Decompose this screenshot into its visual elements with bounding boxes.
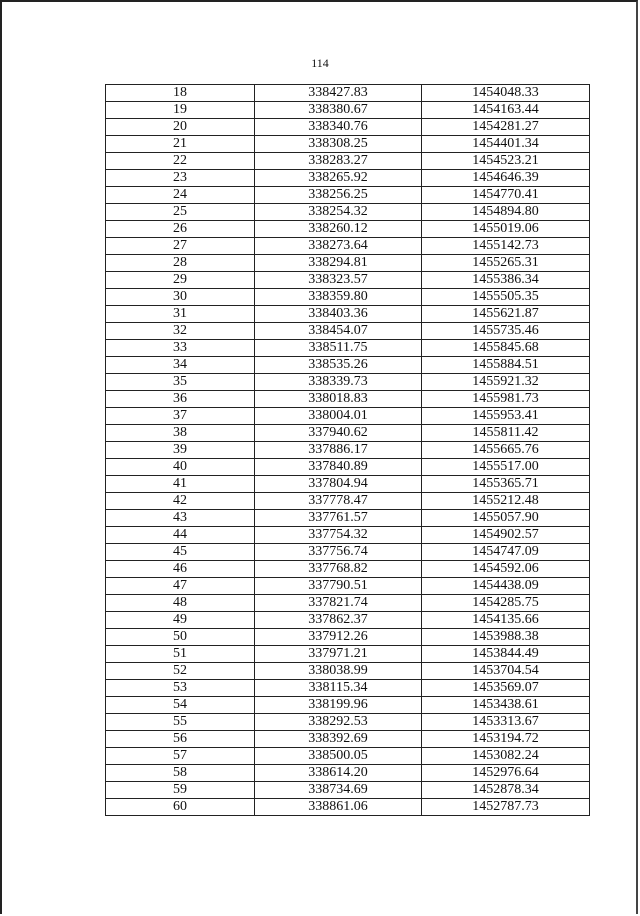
table-row (106, 731, 590, 748)
point-number-cell: 52 (106, 663, 255, 680)
table-row (106, 408, 590, 425)
point-number-cell: 25 (106, 204, 255, 221)
x-coordinate-cell: 337804.94 (255, 476, 422, 493)
y-coordinate-cell: 1453988.38 (422, 629, 590, 646)
point-number-cell: 57 (106, 748, 255, 765)
table-row (106, 578, 590, 595)
y-coordinate-cell: 1453438.61 (422, 697, 590, 714)
y-coordinate-cell: 1455365.71 (422, 476, 590, 493)
table-row (106, 289, 590, 306)
y-coordinate-cell: 1454401.34 (422, 136, 590, 153)
point-number-cell: 59 (106, 782, 255, 799)
x-coordinate-cell: 337940.62 (255, 425, 422, 442)
y-coordinate-cell: 1455981.73 (422, 391, 590, 408)
point-number-cell: 50 (106, 629, 255, 646)
x-coordinate-cell: 337778.47 (255, 493, 422, 510)
x-coordinate-cell: 338018.83 (255, 391, 422, 408)
x-coordinate-cell: 337754.32 (255, 527, 422, 544)
x-coordinate-cell: 338292.53 (255, 714, 422, 731)
table-row (106, 85, 590, 102)
point-number-cell: 46 (106, 561, 255, 578)
table-row (106, 238, 590, 255)
y-coordinate-cell: 1454048.33 (422, 85, 590, 102)
y-coordinate-cell: 1453194.72 (422, 731, 590, 748)
point-number-cell: 33 (106, 340, 255, 357)
point-number-cell: 30 (106, 289, 255, 306)
table-row (106, 544, 590, 561)
x-coordinate-cell: 338511.75 (255, 340, 422, 357)
point-number-cell: 38 (106, 425, 255, 442)
table-row (106, 204, 590, 221)
x-coordinate-cell: 338323.57 (255, 272, 422, 289)
y-coordinate-cell: 1453704.54 (422, 663, 590, 680)
y-coordinate-cell: 1455505.35 (422, 289, 590, 306)
point-number-cell: 43 (106, 510, 255, 527)
table-row (106, 476, 590, 493)
point-number-cell: 55 (106, 714, 255, 731)
table-row (106, 255, 590, 272)
y-coordinate-cell: 1454523.21 (422, 153, 590, 170)
y-coordinate-cell: 1455811.42 (422, 425, 590, 442)
y-coordinate-cell: 1455517.00 (422, 459, 590, 476)
table-row (106, 357, 590, 374)
y-coordinate-cell: 1454592.06 (422, 561, 590, 578)
point-number-cell: 32 (106, 323, 255, 340)
table-row (106, 561, 590, 578)
table-row (106, 595, 590, 612)
x-coordinate-cell: 337761.57 (255, 510, 422, 527)
point-number-cell: 28 (106, 255, 255, 272)
point-number-cell: 18 (106, 85, 255, 102)
table-row (106, 374, 590, 391)
point-number-cell: 49 (106, 612, 255, 629)
x-coordinate-cell: 337756.74 (255, 544, 422, 561)
x-coordinate-cell: 337790.51 (255, 578, 422, 595)
y-coordinate-cell: 1455386.34 (422, 272, 590, 289)
table-row (106, 714, 590, 731)
x-coordinate-cell: 338427.83 (255, 85, 422, 102)
y-coordinate-cell: 1452976.64 (422, 765, 590, 782)
x-coordinate-cell: 338260.12 (255, 221, 422, 238)
point-number-cell: 56 (106, 731, 255, 748)
point-number-cell: 36 (106, 391, 255, 408)
x-coordinate-cell: 338380.67 (255, 102, 422, 119)
point-number-cell: 24 (106, 187, 255, 204)
table-row (106, 612, 590, 629)
point-number-cell: 54 (106, 697, 255, 714)
x-coordinate-cell: 338535.26 (255, 357, 422, 374)
x-coordinate-cell: 338339.73 (255, 374, 422, 391)
x-coordinate-cell: 337862.37 (255, 612, 422, 629)
point-number-cell: 19 (106, 102, 255, 119)
point-number-cell: 60 (106, 799, 255, 816)
point-number-cell: 51 (106, 646, 255, 663)
y-coordinate-cell: 1455057.90 (422, 510, 590, 527)
page-number: 114 (311, 56, 329, 70)
point-number-cell: 39 (106, 442, 255, 459)
x-coordinate-cell: 338359.80 (255, 289, 422, 306)
table-row (106, 527, 590, 544)
y-coordinate-cell: 1455212.48 (422, 493, 590, 510)
table-row (106, 119, 590, 136)
table-row (106, 425, 590, 442)
point-number-cell: 48 (106, 595, 255, 612)
y-coordinate-cell: 1454135.66 (422, 612, 590, 629)
point-number-cell: 23 (106, 170, 255, 187)
y-coordinate-cell: 1452878.34 (422, 782, 590, 799)
coordinates-table-body (106, 85, 590, 816)
point-number-cell: 40 (106, 459, 255, 476)
point-number-cell: 26 (106, 221, 255, 238)
x-coordinate-cell: 337886.17 (255, 442, 422, 459)
x-coordinate-cell: 338340.76 (255, 119, 422, 136)
point-number-cell: 44 (106, 527, 255, 544)
y-coordinate-cell: 1455735.46 (422, 323, 590, 340)
x-coordinate-cell: 338500.05 (255, 748, 422, 765)
y-coordinate-cell: 1454285.75 (422, 595, 590, 612)
point-number-cell: 42 (106, 493, 255, 510)
x-coordinate-cell: 338273.64 (255, 238, 422, 255)
x-coordinate-cell: 338004.01 (255, 408, 422, 425)
table-row (106, 493, 590, 510)
table-row (106, 510, 590, 527)
table-row (106, 153, 590, 170)
x-coordinate-cell: 338265.92 (255, 170, 422, 187)
y-coordinate-cell: 1453082.24 (422, 748, 590, 765)
point-number-cell: 45 (106, 544, 255, 561)
x-coordinate-cell: 338403.36 (255, 306, 422, 323)
y-coordinate-cell: 1455621.87 (422, 306, 590, 323)
y-coordinate-cell: 1454646.39 (422, 170, 590, 187)
x-coordinate-cell: 338254.32 (255, 204, 422, 221)
point-number-cell: 47 (106, 578, 255, 595)
y-coordinate-cell: 1455884.51 (422, 357, 590, 374)
point-number-cell: 20 (106, 119, 255, 136)
table-row (106, 442, 590, 459)
point-number-cell: 41 (106, 476, 255, 493)
y-coordinate-cell: 1454894.80 (422, 204, 590, 221)
x-coordinate-cell: 338038.99 (255, 663, 422, 680)
point-number-cell: 53 (106, 680, 255, 697)
y-coordinate-cell: 1455019.06 (422, 221, 590, 238)
point-number-cell: 31 (106, 306, 255, 323)
x-coordinate-cell: 337840.89 (255, 459, 422, 476)
y-coordinate-cell: 1455921.32 (422, 374, 590, 391)
table-row (106, 102, 590, 119)
point-number-cell: 34 (106, 357, 255, 374)
y-coordinate-cell: 1454747.09 (422, 544, 590, 561)
x-coordinate-cell: 338614.20 (255, 765, 422, 782)
y-coordinate-cell: 1454163.44 (422, 102, 590, 119)
table-row (106, 663, 590, 680)
table-row (106, 136, 590, 153)
table-row (106, 187, 590, 204)
table-row (106, 646, 590, 663)
x-coordinate-cell: 338392.69 (255, 731, 422, 748)
table-row (106, 221, 590, 238)
y-coordinate-cell: 1455845.68 (422, 340, 590, 357)
point-number-cell: 21 (106, 136, 255, 153)
y-coordinate-cell: 1454902.57 (422, 527, 590, 544)
table-row (106, 306, 590, 323)
x-coordinate-cell: 338308.25 (255, 136, 422, 153)
y-coordinate-cell: 1454438.09 (422, 578, 590, 595)
x-coordinate-cell: 337768.82 (255, 561, 422, 578)
y-coordinate-cell: 1455142.73 (422, 238, 590, 255)
table-row (106, 391, 590, 408)
y-coordinate-cell: 1453313.67 (422, 714, 590, 731)
y-coordinate-cell: 1453844.49 (422, 646, 590, 663)
x-coordinate-cell: 338454.07 (255, 323, 422, 340)
table-row (106, 748, 590, 765)
y-coordinate-cell: 1455953.41 (422, 408, 590, 425)
point-number-cell: 27 (106, 238, 255, 255)
x-coordinate-cell: 337912.26 (255, 629, 422, 646)
y-coordinate-cell: 1454281.27 (422, 119, 590, 136)
x-coordinate-cell: 338734.69 (255, 782, 422, 799)
y-coordinate-cell: 1452787.73 (422, 799, 590, 816)
coordinates-table (105, 84, 590, 816)
table-row (106, 459, 590, 476)
point-number-cell: 29 (106, 272, 255, 289)
point-number-cell: 35 (106, 374, 255, 391)
y-coordinate-cell: 1454770.41 (422, 187, 590, 204)
table-row (106, 340, 590, 357)
x-coordinate-cell: 338115.34 (255, 680, 422, 697)
point-number-cell: 37 (106, 408, 255, 425)
point-number-cell: 22 (106, 153, 255, 170)
y-coordinate-cell: 1455665.76 (422, 442, 590, 459)
x-coordinate-cell: 338861.06 (255, 799, 422, 816)
x-coordinate-cell: 338283.27 (255, 153, 422, 170)
table-row (106, 765, 590, 782)
table-row (106, 629, 590, 646)
x-coordinate-cell: 338256.25 (255, 187, 422, 204)
x-coordinate-cell: 338199.96 (255, 697, 422, 714)
table-row (106, 323, 590, 340)
y-coordinate-cell: 1453569.07 (422, 680, 590, 697)
table-row (106, 272, 590, 289)
table-row (106, 170, 590, 187)
table-row (106, 782, 590, 799)
table-row (106, 680, 590, 697)
table-row (106, 697, 590, 714)
point-number-cell: 58 (106, 765, 255, 782)
x-coordinate-cell: 337821.74 (255, 595, 422, 612)
x-coordinate-cell: 337971.21 (255, 646, 422, 663)
y-coordinate-cell: 1455265.31 (422, 255, 590, 272)
x-coordinate-cell: 338294.81 (255, 255, 422, 272)
table-row (106, 799, 590, 816)
